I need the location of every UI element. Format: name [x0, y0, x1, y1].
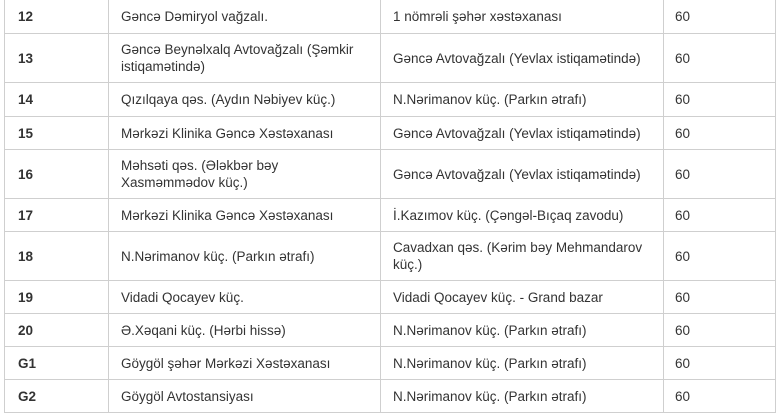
route-number: 15	[5, 117, 109, 150]
route-value: 60	[664, 281, 776, 314]
route-to: Cavadxan qəs. (Kərim bəy Mehmandarov küç.)	[381, 232, 664, 281]
route-from: Ə.Xəqani küç. (Hərbi hissə)	[109, 314, 381, 347]
route-number: 12	[5, 0, 109, 34]
route-number: G1	[5, 347, 109, 380]
route-from: Göygöl şəhər Mərkəzi Xəstəxanası	[109, 347, 381, 380]
route-from: N.Nərimanov küç. (Parkın ətrafı)	[109, 232, 381, 281]
route-number: 20	[5, 314, 109, 347]
route-number: 13	[5, 34, 109, 83]
route-value: 60	[664, 314, 776, 347]
route-to: İ.Kazımov küç. (Çəngəl-Bıçaq zavodu)	[381, 199, 664, 232]
route-value: 60	[664, 117, 776, 150]
table-row	[5, 199, 776, 232]
route-value: 60	[664, 347, 776, 380]
route-from: Mərkəzi Klinika Gəncə Xəstəxanası	[109, 117, 381, 150]
table-row	[5, 34, 776, 83]
route-number: G2	[5, 380, 109, 413]
routes-table	[4, 0, 776, 413]
route-number: 16	[5, 150, 109, 199]
route-to: N.Nərimanov küç. (Parkın ətrafı)	[381, 380, 664, 413]
route-to: N.Nərimanov küç. (Parkın ətrafı)	[381, 314, 664, 347]
route-value: 60	[664, 0, 776, 34]
route-from: Gəncə Beynəlxalq Avtovağzalı (Şəmkir istiqamətində)	[109, 34, 381, 83]
route-to: Vidadi Qocayev küç. - Grand bazar	[381, 281, 664, 314]
route-value: 60	[664, 232, 776, 281]
route-number: 19	[5, 281, 109, 314]
route-number: 14	[5, 83, 109, 117]
route-from: Gəncə Dəmiryol vağzalı.	[109, 0, 381, 34]
table-row	[5, 232, 776, 281]
route-from: Qızılqaya qəs. (Aydın Nəbiyev küç.)	[109, 83, 381, 117]
route-to: Gəncə Avtovağzalı (Yevlax istiqamətində)	[381, 150, 664, 199]
route-from: Vidadi Qocayev küç.	[109, 281, 381, 314]
route-to: 1 nömrəli şəhər xəstəxanası	[381, 0, 664, 34]
table-row	[5, 83, 776, 117]
route-to: N.Nərimanov küç. (Parkın ətrafı)	[381, 347, 664, 380]
table-row	[5, 117, 776, 150]
table-row	[5, 347, 776, 380]
route-from: Məhsəti qəs. (Ələkbər bəy Xasməmmədov küç.)	[109, 150, 381, 199]
route-value: 60	[664, 34, 776, 83]
route-value: 60	[664, 380, 776, 413]
route-value: 60	[664, 199, 776, 232]
route-number: 18	[5, 232, 109, 281]
table-row	[5, 314, 776, 347]
route-from: Mərkəzi Klinika Gəncə Xəstəxanası	[109, 199, 381, 232]
table-row	[5, 380, 776, 413]
route-from: Göygöl Avtostansiyası	[109, 380, 381, 413]
table-row	[5, 281, 776, 314]
route-to: Gəncə Avtovağzalı (Yevlax istiqamətində)	[381, 117, 664, 150]
route-value: 60	[664, 83, 776, 117]
table-row	[5, 150, 776, 199]
route-to: Gəncə Avtovağzalı (Yevlax istiqamətində)	[381, 34, 664, 83]
route-number: 17	[5, 199, 109, 232]
route-value: 60	[664, 150, 776, 199]
route-to: N.Nərimanov küç. (Parkın ətrafı)	[381, 83, 664, 117]
table-row	[5, 0, 776, 34]
